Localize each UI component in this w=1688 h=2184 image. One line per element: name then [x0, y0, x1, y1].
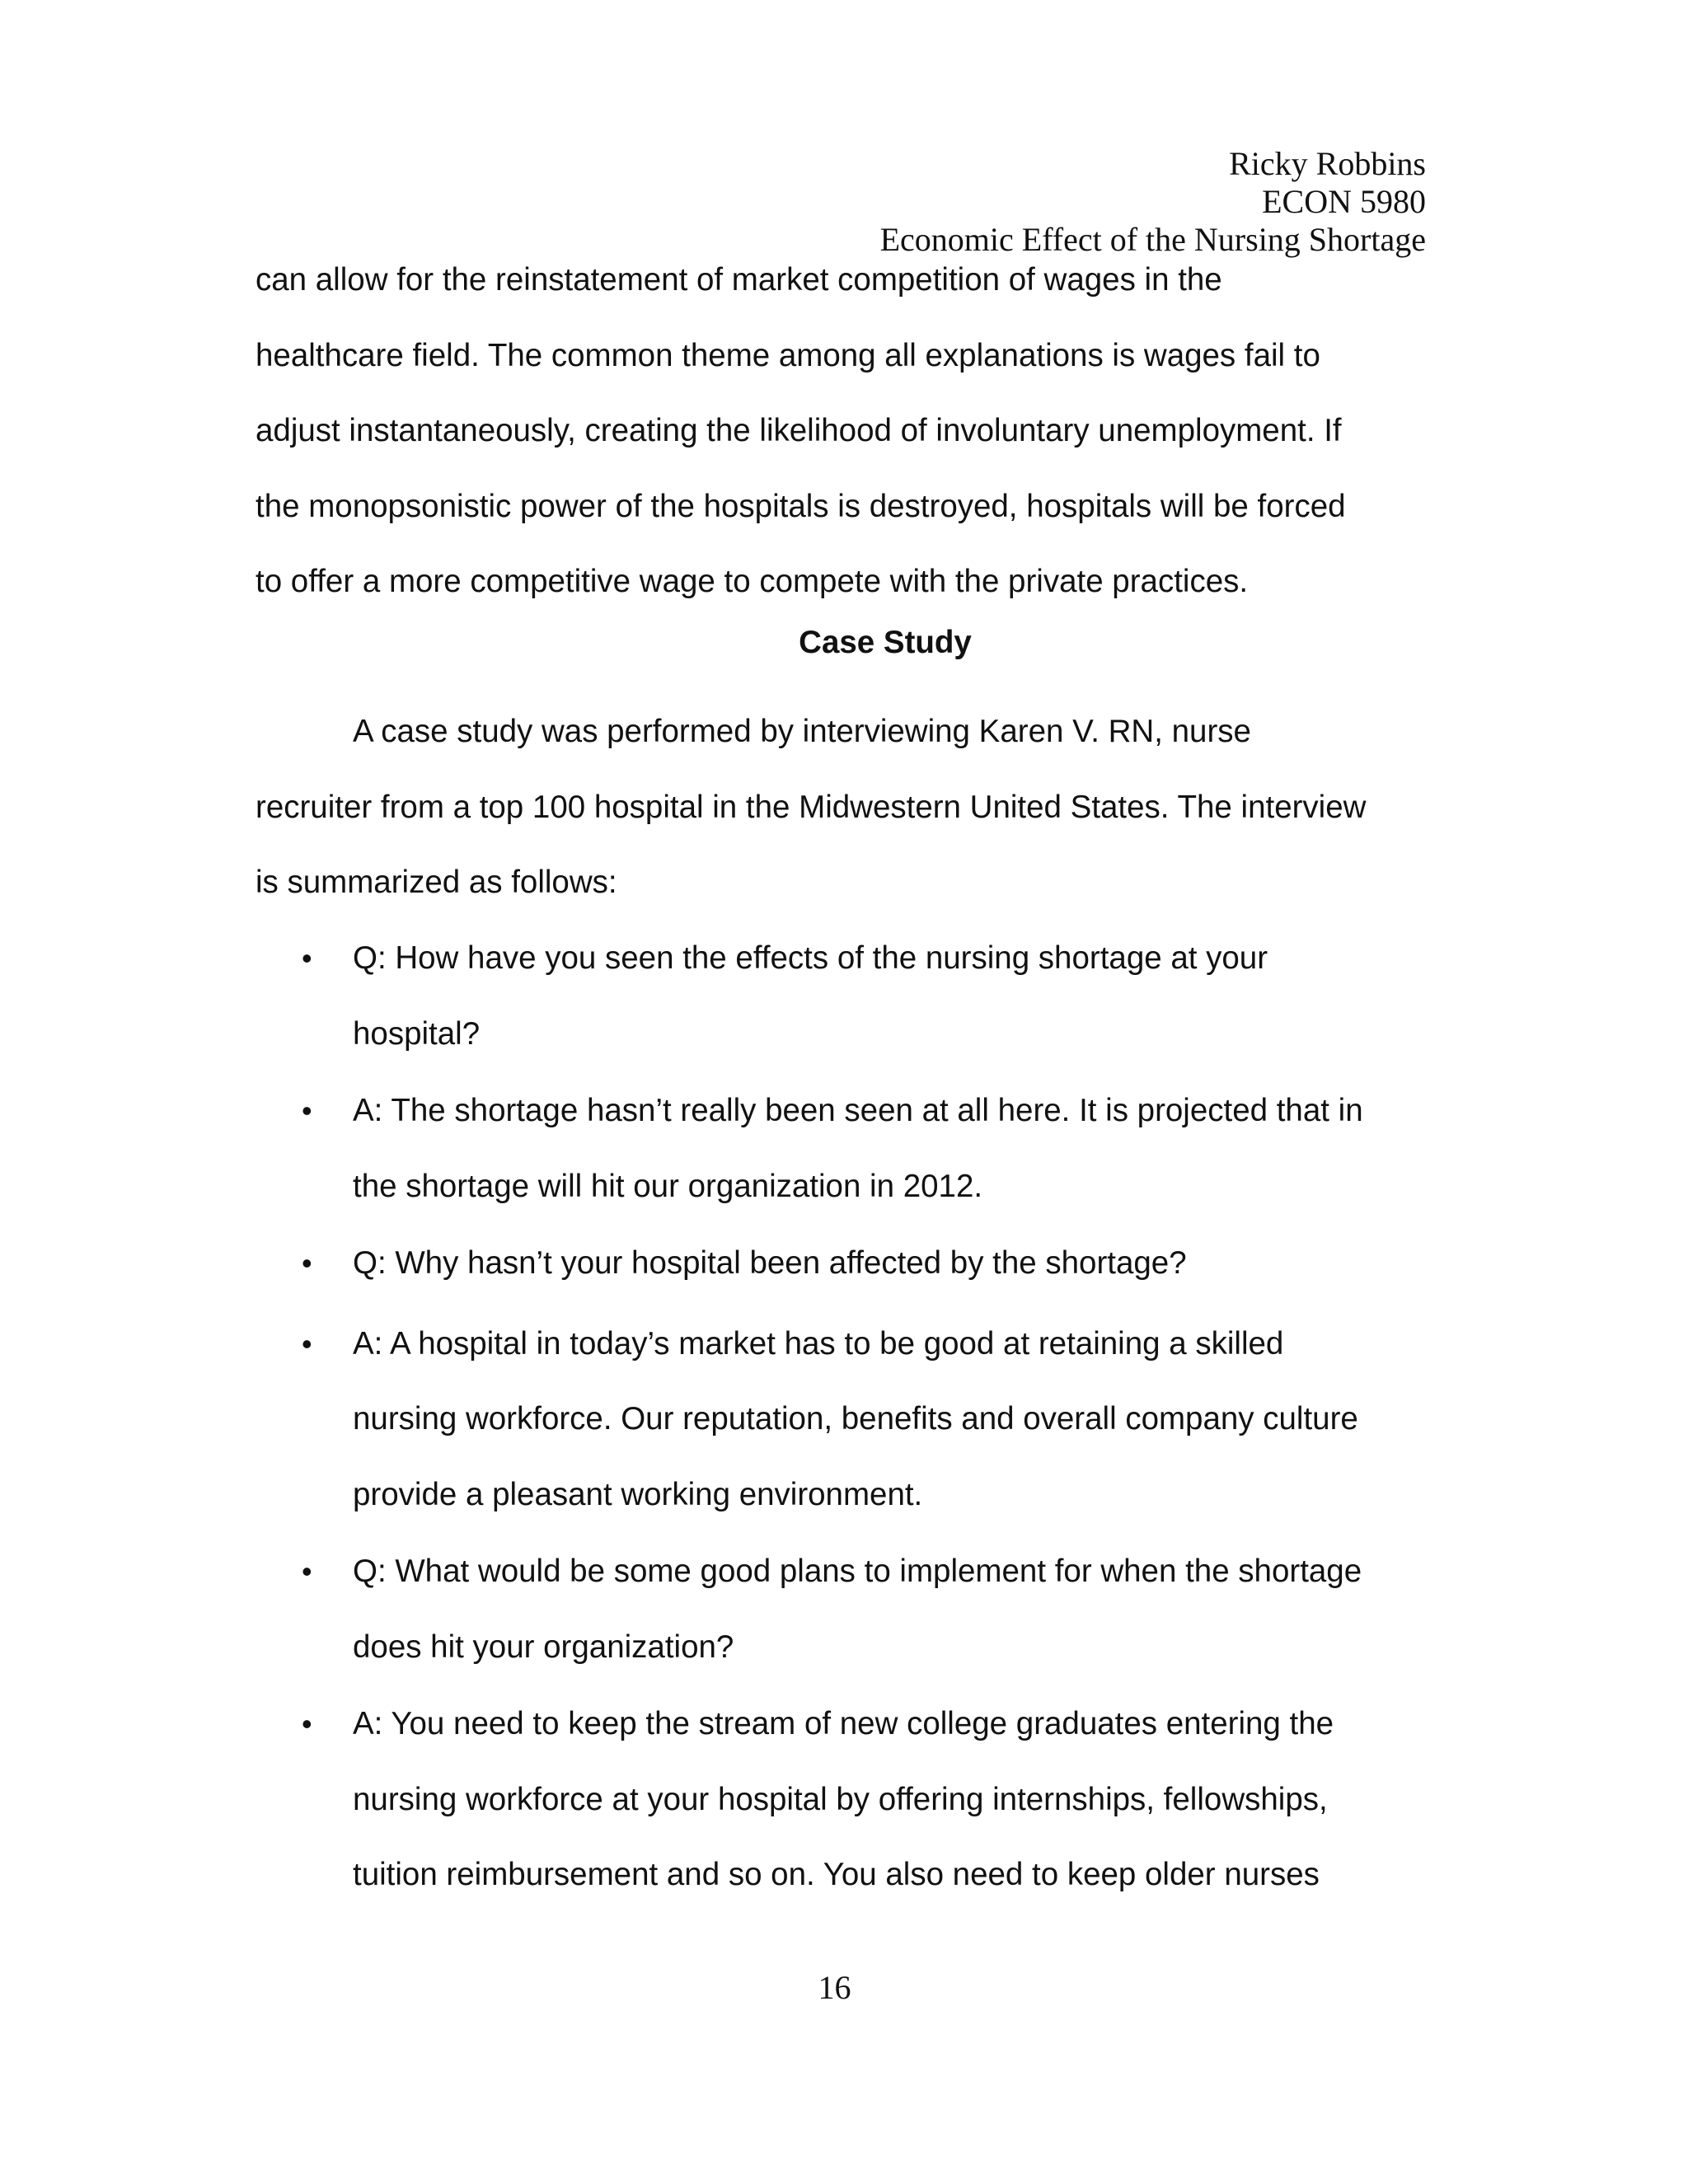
list-item: [256, 1073, 1442, 1224]
paragraph-line: the monopsonistic power of the hospitals is destroyed, hospitals will be forced: [256, 488, 1346, 524]
list-item-line: A: The shortage hasn’t really been seen at all here. It is projected that in: [353, 1093, 1363, 1128]
list-item-line: A: A hospital in today’s market has to be good at retaining a skilled: [353, 1325, 1284, 1361]
header-author: Ricky Robbins: [1229, 145, 1426, 182]
bullet-icon: •: [302, 1246, 312, 1280]
list-item-line: tuition reimbursement and so on. You also need to keep older nurses: [353, 1857, 1320, 1892]
list-item: [256, 921, 1442, 1071]
header-title: Economic Effect of the Nursing Shortage: [879, 221, 1426, 258]
list-item: [256, 1226, 1442, 1301]
list-item-line: Q: What would be some good plans to implement for when the shortage: [353, 1554, 1362, 1589]
list-item-line: does hit your organization?: [353, 1629, 734, 1665]
bullet-icon: •: [302, 1707, 312, 1741]
paragraph-line: healthcare field. The common theme among all explanations is wages fail to: [256, 337, 1320, 373]
section-heading-text: Case Study: [799, 625, 972, 660]
list-item-line: Q: How have you seen the effects of the nursing shortage at your: [353, 940, 1268, 976]
list-item-line: Q: Why hasn’t your hospital been affected by the shortage?: [353, 1245, 1187, 1281]
list-item: [256, 1306, 1442, 1533]
bullet-icon: •: [302, 1326, 312, 1361]
list-item-line: hospital?: [353, 1015, 481, 1052]
list-item-line: A: You need to keep the stream of new college graduates entering the: [353, 1706, 1334, 1741]
paragraph-line: is summarized as follows:: [256, 865, 617, 900]
page-number: 16: [818, 1969, 851, 2006]
paragraph-line: to offer a more competitive wage to compete with the private practices.: [256, 564, 1249, 599]
list-item-line: nursing workforce at your hospital by offering internships, fellowships,: [353, 1781, 1328, 1817]
intro-paragraph: [256, 242, 1426, 620]
paragraph-line: can allow for the reinstatement of market competition of wages in the: [256, 262, 1222, 298]
interview-list: [256, 921, 1442, 1913]
bullet-icon: •: [302, 941, 312, 975]
paragraph-line: recruiter from a top 100 hospital in the Midwestern United States. The interview: [256, 789, 1367, 825]
list-item: [256, 1534, 1442, 1685]
section-heading: [0, 625, 1688, 661]
list-item-line: nursing workforce. Our reputation, benefits and overall company culture: [353, 1401, 1358, 1436]
case-study-paragraph: [256, 694, 1426, 921]
list-item-line: provide a pleasant working environment.: [353, 1476, 923, 1512]
paragraph-line: adjust instantaneously, creating the likelihood of involuntary unemployment. If: [256, 413, 1342, 448]
paragraph-line: A case study was performed by interviewing Karen V. RN, nurse: [353, 714, 1251, 749]
list-item: [256, 1686, 1442, 1913]
bullet-icon: •: [302, 1094, 312, 1127]
list-item-line: the shortage will hit our organization in 2012.: [353, 1168, 983, 1204]
header-course: ECON 5980: [1262, 183, 1426, 220]
bullet-icon: •: [302, 1554, 312, 1588]
